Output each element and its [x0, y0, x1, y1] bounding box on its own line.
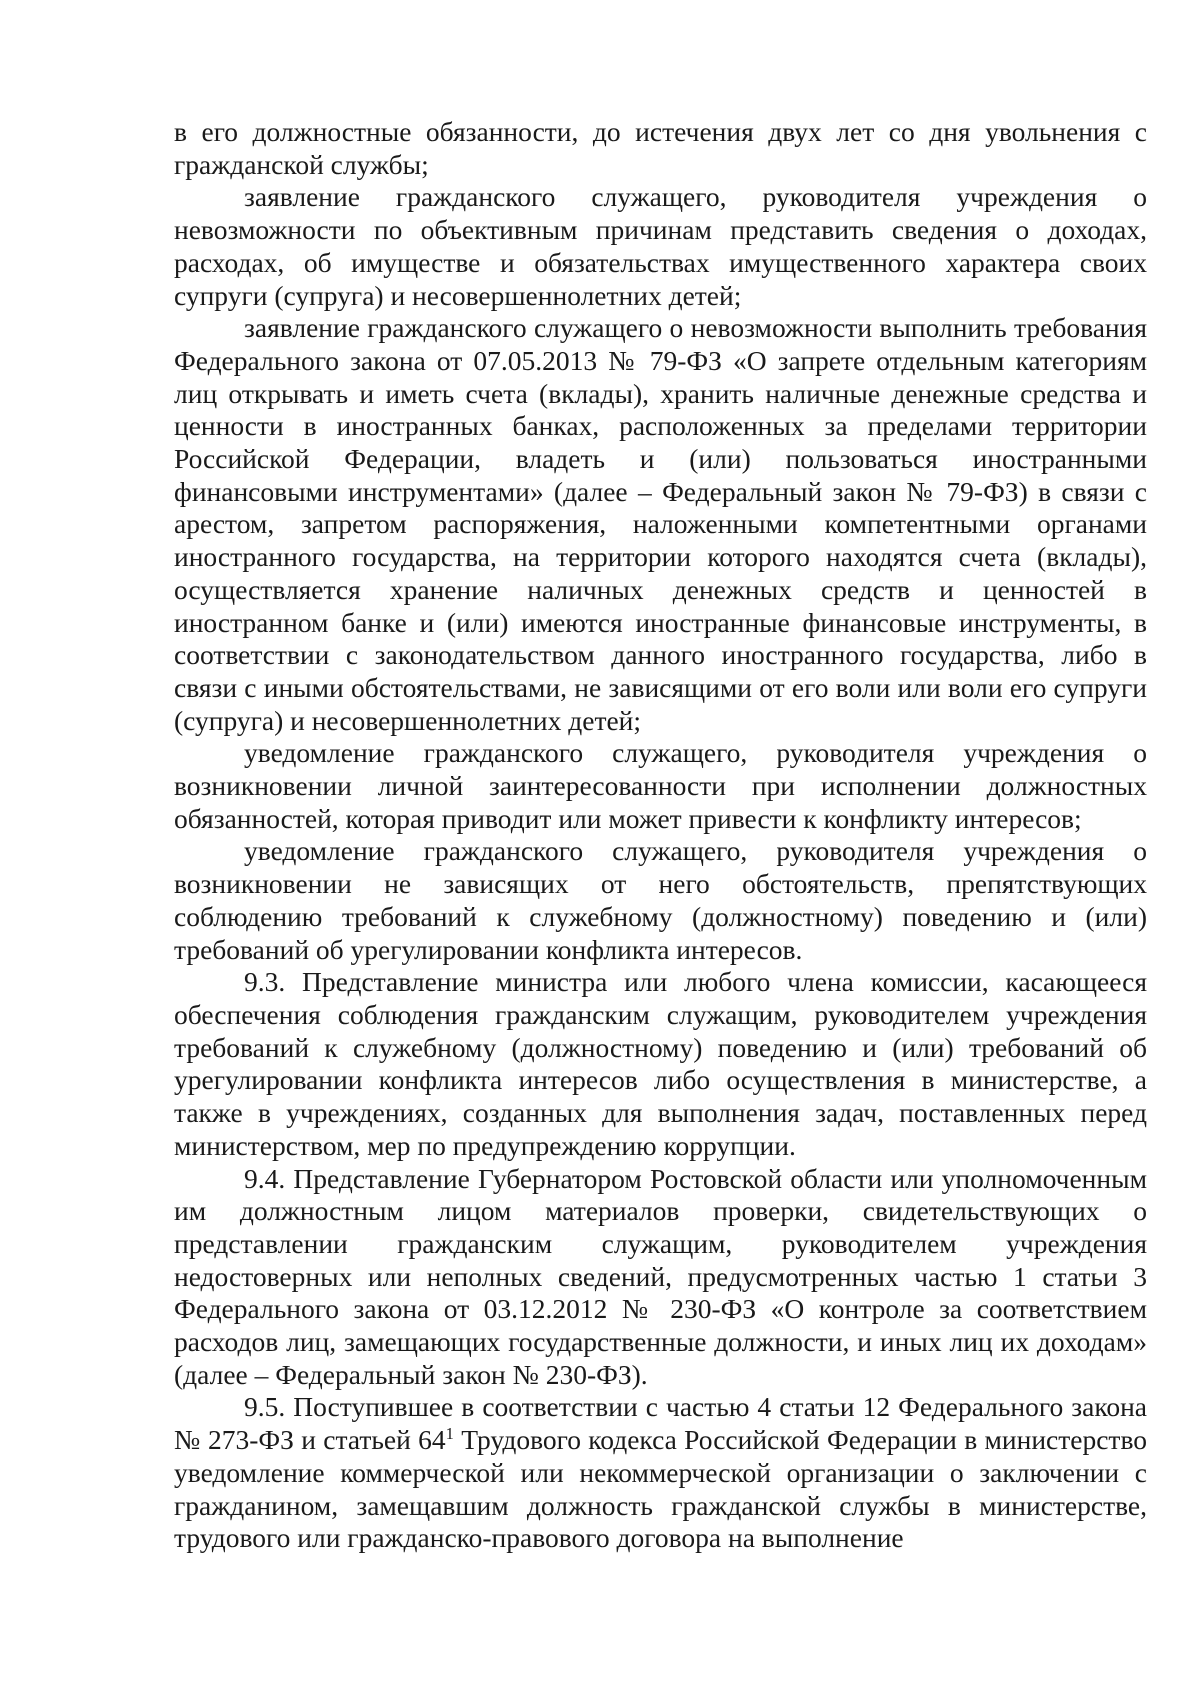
paragraph-notice-circumstances: уведомление гражданского служащего, руководителя учреждения о возникновении не зависящих от него обстоятельств, препятствующих соблюдению требований к служебному (должностному) поведению и (или) требований об урегулировании конфликта интересов.: [174, 835, 1147, 965]
paragraph-9-5: [174, 1391, 1147, 1555]
document-body: [174, 116, 1147, 1555]
paragraph-application-income-impossibility: заявление гражданского служащего, руководителя учреждения о невозможности по объективным причинам представить сведения о доходах, расходах, об имуществе и обязательствах имущественного характера своих супруги (супруга) и несовершеннолетних детей;: [174, 181, 1147, 311]
article-superscript: 1: [445, 1423, 454, 1443]
paragraph-notice-personal-interest: уведомление гражданского служащего, руководителя учреждения о возникновении личной заинтересованности при исполнении должностных обязанностей, которая приводит или может привести к конфликту интересов;: [174, 737, 1147, 834]
paragraph-9-5-text-start: 9.5. Поступившее в соответствии с частью 4 статьи 12 Федерального закона № 273-ФЗ и статьей 64: [174, 1391, 1147, 1456]
paragraph-continuation: в его должностные обязанности, до истечения двух лет со дня увольнения с гражданской службы;: [174, 116, 1147, 180]
paragraph-9-3: 9.3. Представление министра или любого члена комиссии, касающееся обеспечения соблюдения гражданским служащим, руководителем учреждения требований к служебному (должностному) поведению и (или) требований об урегулировании конфликта интересов либо осуществления в министерстве, а также в учреждениях, созданных для выполнения задач, поставленных перед министерством, мер по предупреждению коррупции.: [174, 966, 1147, 1161]
paragraph-application-79fz: заявление гражданского служащего о невозможности выполнить требования Федерального закона от 07.05.2013 № 79-ФЗ «О запрете отдельным категориям лиц открывать и иметь счета (вклады), хранить наличные денежные средства и ценности в иностранных банках, расположенных за пределами территории Российской Федерации, владеть и (или) пользоваться иностранными финансовыми инструментами» (далее – Федеральный закон № 79-ФЗ) в связи с арестом, запретом распоряжения, наложенными компетентными органами иностранного государства, на территории которого находятся счета (вклады), осуществляется хранение наличных денежных средств и ценностей в иностранном банке и (или) имеются иностранные финансовые инструменты, в соответствии с законодательством данного иностранного государства, либо в связи с иными обстоятельствами, не зависящими от его воли или воли его супруги (супруга) и несовершеннолетних детей;: [174, 312, 1147, 736]
paragraph-9-5-text-end: Трудового кодекса Российской Федерации в министерство уведомление коммерческой или некоммерческой организации о заключении с гражданином, замещавшим должность гражданской службы в министерстве, трудового или гражданско-правового договора на выполнение: [174, 1424, 1148, 1554]
paragraph-9-4: 9.4. Представление Губернатором Ростовской области или уполномоченным им должностным лицом материалов проверки, свидетельствующих о представлении гражданским служащим, руководителем учреждения недостоверных или неполных сведений, предусмотренных частью 1 статьи 3 Федерального закона от 03.12.2012 № 230-ФЗ «О контроле за соответствием расходов лиц, замещающих государственные должности, и иных лиц их доходам» (далее – Федеральный закон № 230-ФЗ).: [174, 1162, 1147, 1390]
